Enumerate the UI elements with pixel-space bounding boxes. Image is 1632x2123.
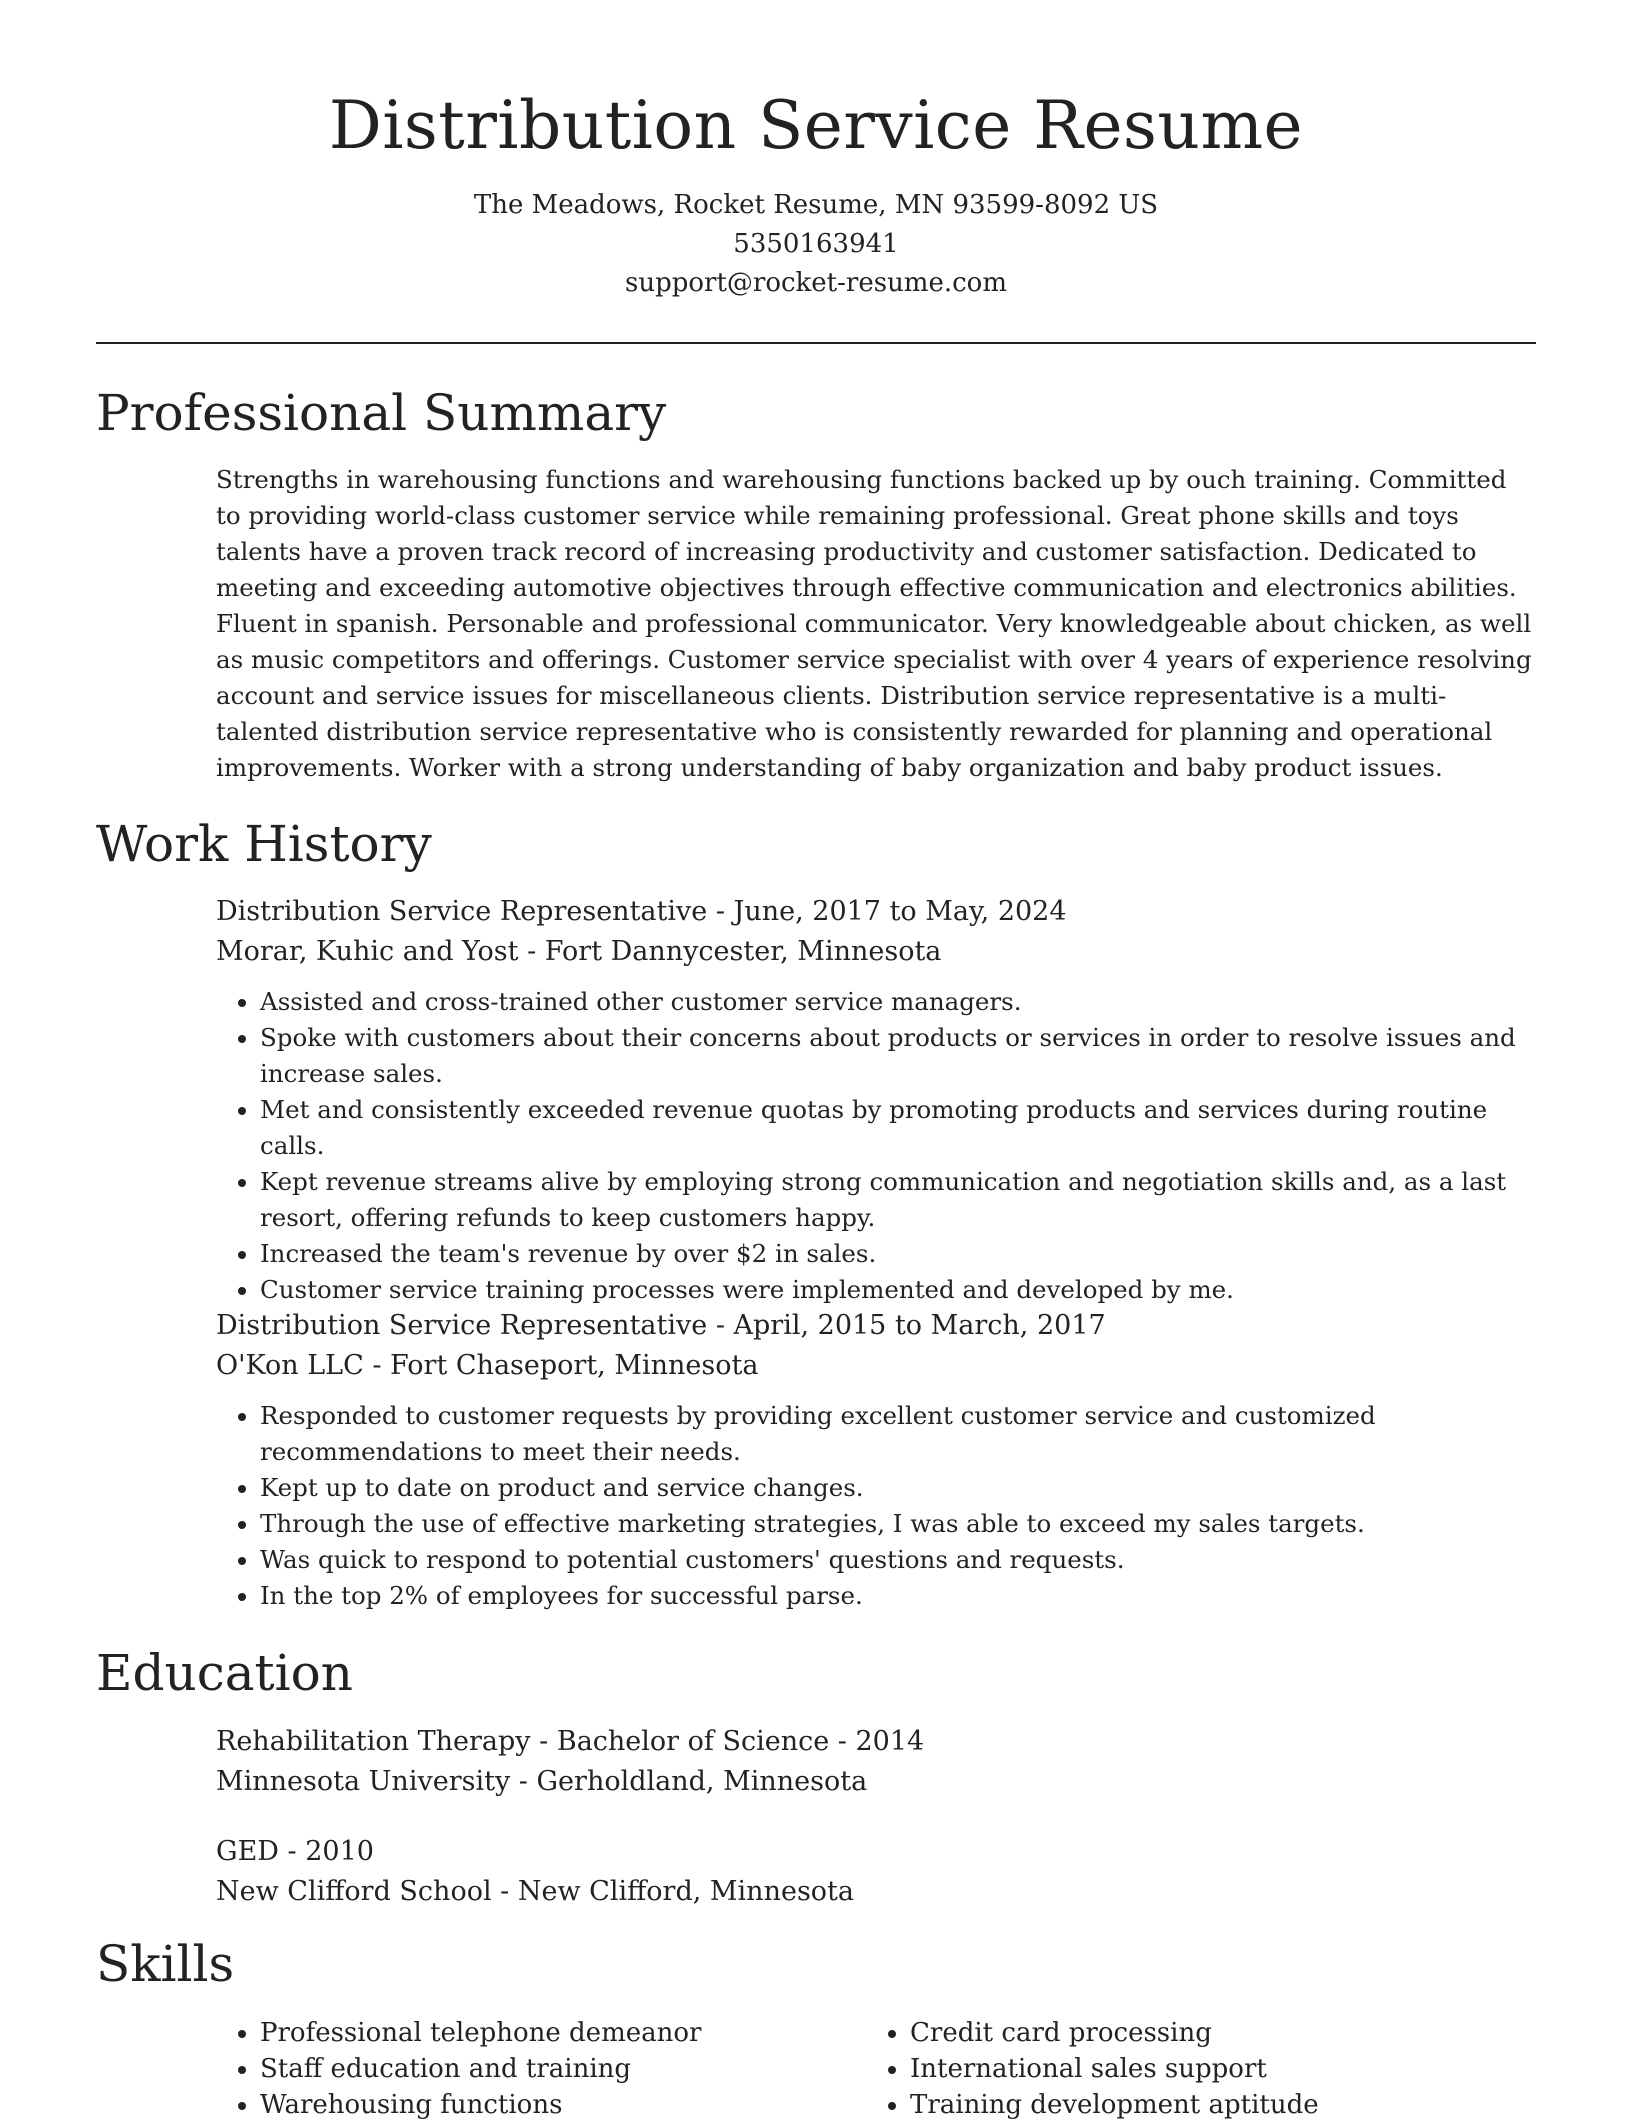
section-title-skills: Skills	[96, 1935, 235, 1993]
job-role: Distribution Service Representative	[216, 1310, 708, 1341]
summary-block	[216, 462, 1538, 786]
list-item: • Assisted and cross-trained other customer service managers.	[260, 984, 1538, 1020]
education-degree-line	[216, 1722, 1538, 1762]
list-item: • Kept up to date on product and service changes.	[260, 1470, 1538, 1506]
education-degree-line	[216, 1832, 1538, 1872]
job-location: - Fort Chaseport, Minnesota	[363, 1350, 759, 1381]
list-item: • Credit card processing	[910, 2015, 1506, 2051]
resume-header	[96, 78, 1536, 303]
list-item: • Through the use of effective marketing strategies, I was able to exceed my sales targets.	[260, 1506, 1538, 1542]
list-item: • Staff education and training	[260, 2051, 856, 2087]
summary-text: Strengths in warehousing functions and warehousing functions backed up by ouch training. Committed to providing world-class customer service while remaining professional. Great phone skills and toys talents have a proven track record of increasing productivity and customer satisfaction. Dedicated to meeting and exceeding automotive objectives through effective communication and electronics abilities. Fluent in spanish. Personable and professional communicator. Very knowledgeable about chicken, as well as music competitors and offerings. Customer service specialist with over 4 years of experience resolving account and service issues for miscellaneous clients. Distribution service representative is a multi-talented distribution service representative who is consistently rewarded for planning and operational improvements. Worker with a strong understanding of baby organization and baby product issues.	[216, 465, 1532, 782]
education-school-line	[216, 1762, 1538, 1802]
job-bullets	[216, 984, 1538, 1308]
education-school: Minnesota University	[216, 1766, 511, 1797]
resume-title: Distribution Service Resume	[328, 87, 1304, 164]
job-bullets	[216, 1398, 1538, 1614]
skills-column-left	[216, 2015, 856, 2123]
job-company: O'Kon LLC	[216, 1350, 364, 1381]
job-company: Morar, Kuhic and Yost	[216, 936, 519, 967]
contact-email: support@rocket-resume.com	[624, 268, 1007, 298]
education-location: - New Clifford, Minnesota	[491, 1876, 854, 1907]
list-item: • Spoke with customers about their concerns about products or services in order to resolve issues and increase sales.	[260, 1020, 1538, 1092]
contact-phone: 5350163941	[733, 229, 899, 259]
education-entry	[216, 1722, 1538, 1802]
list-item: • Met and consistently exceeded revenue quotas by promoting products and services during routine calls.	[260, 1092, 1538, 1164]
education-degree: Rehabilitation Therapy - Bachelor of Science	[216, 1726, 830, 1757]
job-title-line	[216, 1306, 1538, 1346]
skills-list	[866, 2015, 1506, 2123]
list-item: • International sales support	[910, 2051, 1506, 2087]
skills-list	[216, 2015, 856, 2123]
education-degree: GED	[216, 1836, 279, 1867]
list-item: • Kept revenue streams alive by employing strong communication and negotiation skills and, as a last resort, offering refunds to keep customers happy.	[260, 1164, 1538, 1236]
skills-column-right	[866, 2015, 1506, 2123]
education-year: - 2010	[278, 1836, 374, 1867]
section-title-education: Education	[96, 1644, 353, 1702]
education-location: - Gerholdland, Minnesota	[510, 1766, 868, 1797]
job-company-line	[216, 1346, 1538, 1386]
education-school: New Clifford School	[216, 1876, 492, 1907]
section-title-summary: Professional Summary	[96, 384, 667, 442]
list-item: • Professional telephone demeanor	[260, 2015, 856, 2051]
list-item: • In the top 2% of employees for successful parse.	[260, 1578, 1538, 1614]
list-item: • Warehousing functions	[260, 2087, 856, 2123]
job-title-line	[216, 892, 1538, 932]
list-item: • Increased the team's revenue by over $2 in sales.	[260, 1236, 1538, 1272]
job-role: Distribution Service Representative	[216, 896, 708, 927]
list-item: • Customer service training processes were implemented and developed by me.	[260, 1272, 1538, 1308]
education-school-line	[216, 1872, 1538, 1912]
education-year: - 2014	[829, 1726, 925, 1757]
job-entry	[216, 1306, 1538, 1614]
list-item: • Training development aptitude	[910, 2087, 1506, 2123]
section-title-work-history: Work History	[96, 815, 432, 873]
list-item: • Was quick to respond to potential customers' questions and requests.	[260, 1542, 1538, 1578]
job-dates: - April, 2015 to March, 2017	[707, 1310, 1106, 1341]
education-entry	[216, 1832, 1538, 1912]
list-item: • Responded to customer requests by providing excellent customer service and customized recommendations to meet their needs.	[260, 1398, 1538, 1470]
job-dates: - June, 2017 to May, 2024	[707, 896, 1067, 927]
job-location: - Fort Dannycester, Minnesota	[518, 936, 942, 967]
contact-address: The Meadows, Rocket Resume, MN 93599-8092 US	[473, 190, 1159, 220]
job-entry	[216, 892, 1538, 1308]
header-divider	[96, 342, 1536, 344]
job-company-line	[216, 932, 1538, 972]
